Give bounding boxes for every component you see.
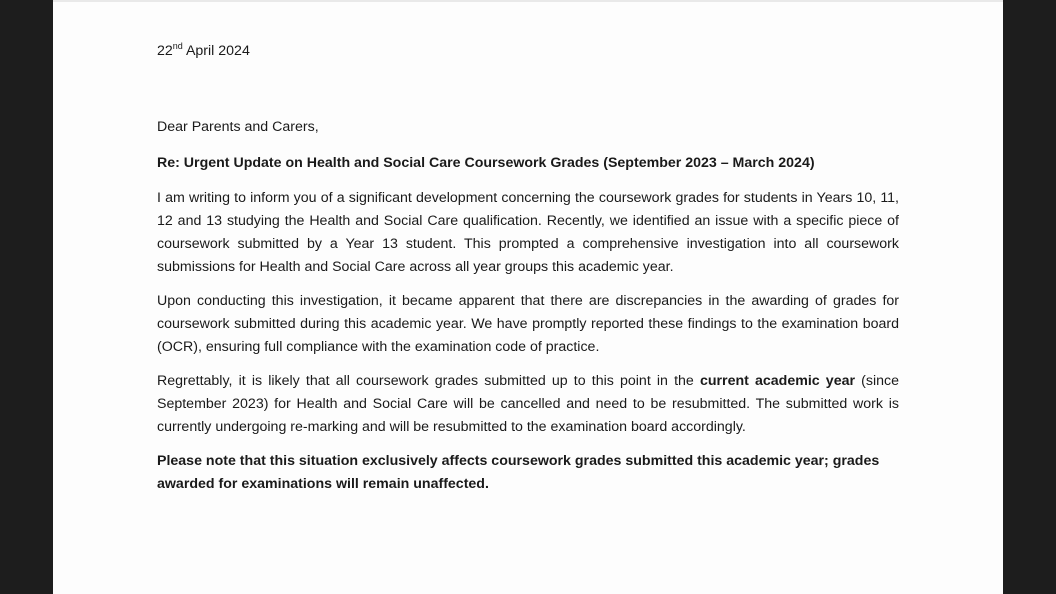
letter-page	[53, 0, 1003, 594]
date-suffix: nd	[172, 41, 183, 51]
subject-line: Re: Urgent Update on Health and Social Care Coursework Grades (September 2023 – March 2024)	[157, 155, 815, 171]
paragraph-3	[157, 370, 899, 439]
date-month-year: April 2024	[182, 43, 250, 59]
page-top-edge	[53, 0, 1003, 2]
letter-body	[157, 40, 899, 496]
paragraph-3-emphasis: current academic year	[699, 373, 856, 389]
paragraph-2: Upon conducting this investigation, it became apparent that there are discrepancies in the awarding of grades for coursework submitted during this academic year. We have promptly reported these findings to the examination board (OCR), ensuring full compliance with the examination code of practice.	[157, 293, 899, 355]
important-note: Please note that this situation exclusively affects coursework grades submitted this academic year; grades awarded for examinations will remain unaffected.	[157, 453, 880, 492]
letter-date	[157, 40, 899, 64]
paragraph-3-end: (since September 2023) for Health and Social Care will be cancelled and need to be resubmitted. The submitted work is currently undergoing re-marking and will be resubmitted to the examination board accordingly.	[157, 373, 900, 435]
right-letterbox-bar	[1003, 0, 1056, 594]
paragraph-3-start: Regrettably, it is likely that all coursework grades submitted up to this point in the	[157, 373, 700, 389]
salutation: Dear Parents and Carers,	[157, 119, 319, 135]
paragraph-1: I am writing to inform you of a significant development concerning the coursework grades for students in Years 10, 11, 12 and 13 studying the Health and Social Care qualification. Recently, we identified an issue with a specific piece of coursework submitted by a Year 13 student. This prompted a comprehensive investigation into all coursework submissions for Health and Social Care across all year groups this academic year.	[157, 190, 899, 275]
left-letterbox-bar	[0, 0, 53, 594]
date-day: 22	[157, 43, 173, 59]
